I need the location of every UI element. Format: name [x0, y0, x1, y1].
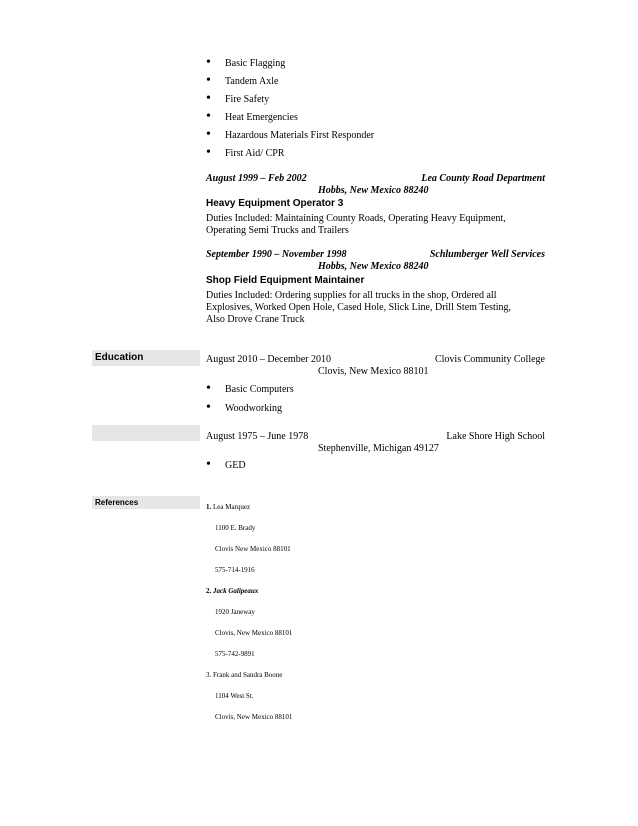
school-name: Clovis Community College: [434, 354, 545, 365]
bullet-icon: •: [206, 109, 211, 124]
job-title: Heavy Equipment Operator 3: [206, 198, 344, 209]
reference-phone: 575-714-1916: [215, 566, 255, 574]
bullet-icon: •: [206, 145, 211, 160]
bullet-icon: •: [206, 457, 211, 472]
reference-city: Clovis New Mexico 88101: [215, 545, 291, 553]
school-location: Clovis, New Mexico 88101: [318, 366, 429, 377]
reference-address: 1920 Janeway: [215, 608, 255, 616]
school-location: Stephenville, Michigan 49127: [318, 443, 439, 454]
list-item-text: Basic Flagging: [225, 58, 286, 69]
reference-address: 1100 E. Brady: [215, 524, 256, 532]
reference-number: 2.: [206, 587, 212, 595]
section-heading-references: References: [92, 496, 200, 509]
reference-city: Clovis, New Mexico 88101: [215, 713, 293, 721]
list-item-text: Basic Computers: [225, 384, 294, 395]
reference-number: 3.: [206, 671, 212, 679]
bullet-icon: •: [206, 381, 211, 396]
reference-name: [206, 671, 282, 680]
list-item-text: GED: [225, 460, 246, 471]
job-dates: August 1999 – Feb 2002: [206, 173, 307, 184]
job-dates: September 1990 – November 1998: [206, 249, 347, 260]
bullet-icon: •: [206, 91, 211, 106]
list-item-text: Woodworking: [225, 403, 282, 414]
job-employer: Lea County Road Department: [421, 173, 545, 184]
reference-phone: 575-742-9891: [215, 650, 255, 658]
reference-city: Clovis, New Mexico 88101: [215, 629, 293, 637]
school-name: Lake Shore High School: [446, 431, 545, 442]
job-duties-line: Operating Semi Trucks and Trailers: [206, 225, 349, 236]
section-heading-education: Education: [92, 350, 200, 366]
job-duties: [206, 290, 546, 326]
job-duties: [206, 213, 546, 237]
job-duties-line: Duties Included: Ordering supplies for all trucks in the shop, Ordered all: [206, 290, 497, 301]
reference-name-text: Jack Galipeaux: [213, 587, 259, 595]
bullet-icon: •: [206, 127, 211, 142]
reference-name: [206, 503, 250, 512]
list-item-text: Tandem Axle: [225, 76, 279, 87]
school-dates: August 2010 – December 2010: [206, 354, 331, 365]
reference-number: 1.: [206, 503, 212, 511]
job-duties-line: Duties Included: Maintaining County Roads, Operating Heavy Equipment,: [206, 213, 506, 224]
job-employer: Schlumberger Well Services: [429, 249, 545, 260]
bullet-icon: •: [206, 73, 211, 88]
list-item-text: Heat Emergencies: [225, 112, 298, 123]
job-duties-line: Also Drove Crane Truck: [206, 314, 305, 325]
job-title: Shop Field Equipment Maintainer: [206, 275, 365, 286]
job-duties-line: Explosives, Worked Open Hole, Cased Hole, Slick Line, Drill Stem Testing,: [206, 302, 512, 313]
reference-address: 1104 West St.: [215, 692, 254, 700]
section-divider-bar: [92, 425, 200, 441]
reference-name-text: Frank and Sandra Boone: [213, 671, 283, 679]
reference-name: [206, 587, 258, 596]
school-dates: August 1975 – June 1978: [206, 431, 309, 442]
bullet-icon: •: [206, 400, 211, 415]
job-location: Hobbs, New Mexico 88240: [318, 261, 429, 272]
list-item-text: Fire Safety: [225, 94, 270, 105]
job-location: Hobbs, New Mexico 88240: [318, 185, 429, 196]
bullet-icon: •: [206, 55, 211, 70]
reference-name-text: Lea Marquez: [213, 503, 251, 511]
list-item-text: First Aid/ CPR: [225, 148, 285, 159]
list-item-text: Hazardous Materials First Responder: [225, 130, 375, 141]
